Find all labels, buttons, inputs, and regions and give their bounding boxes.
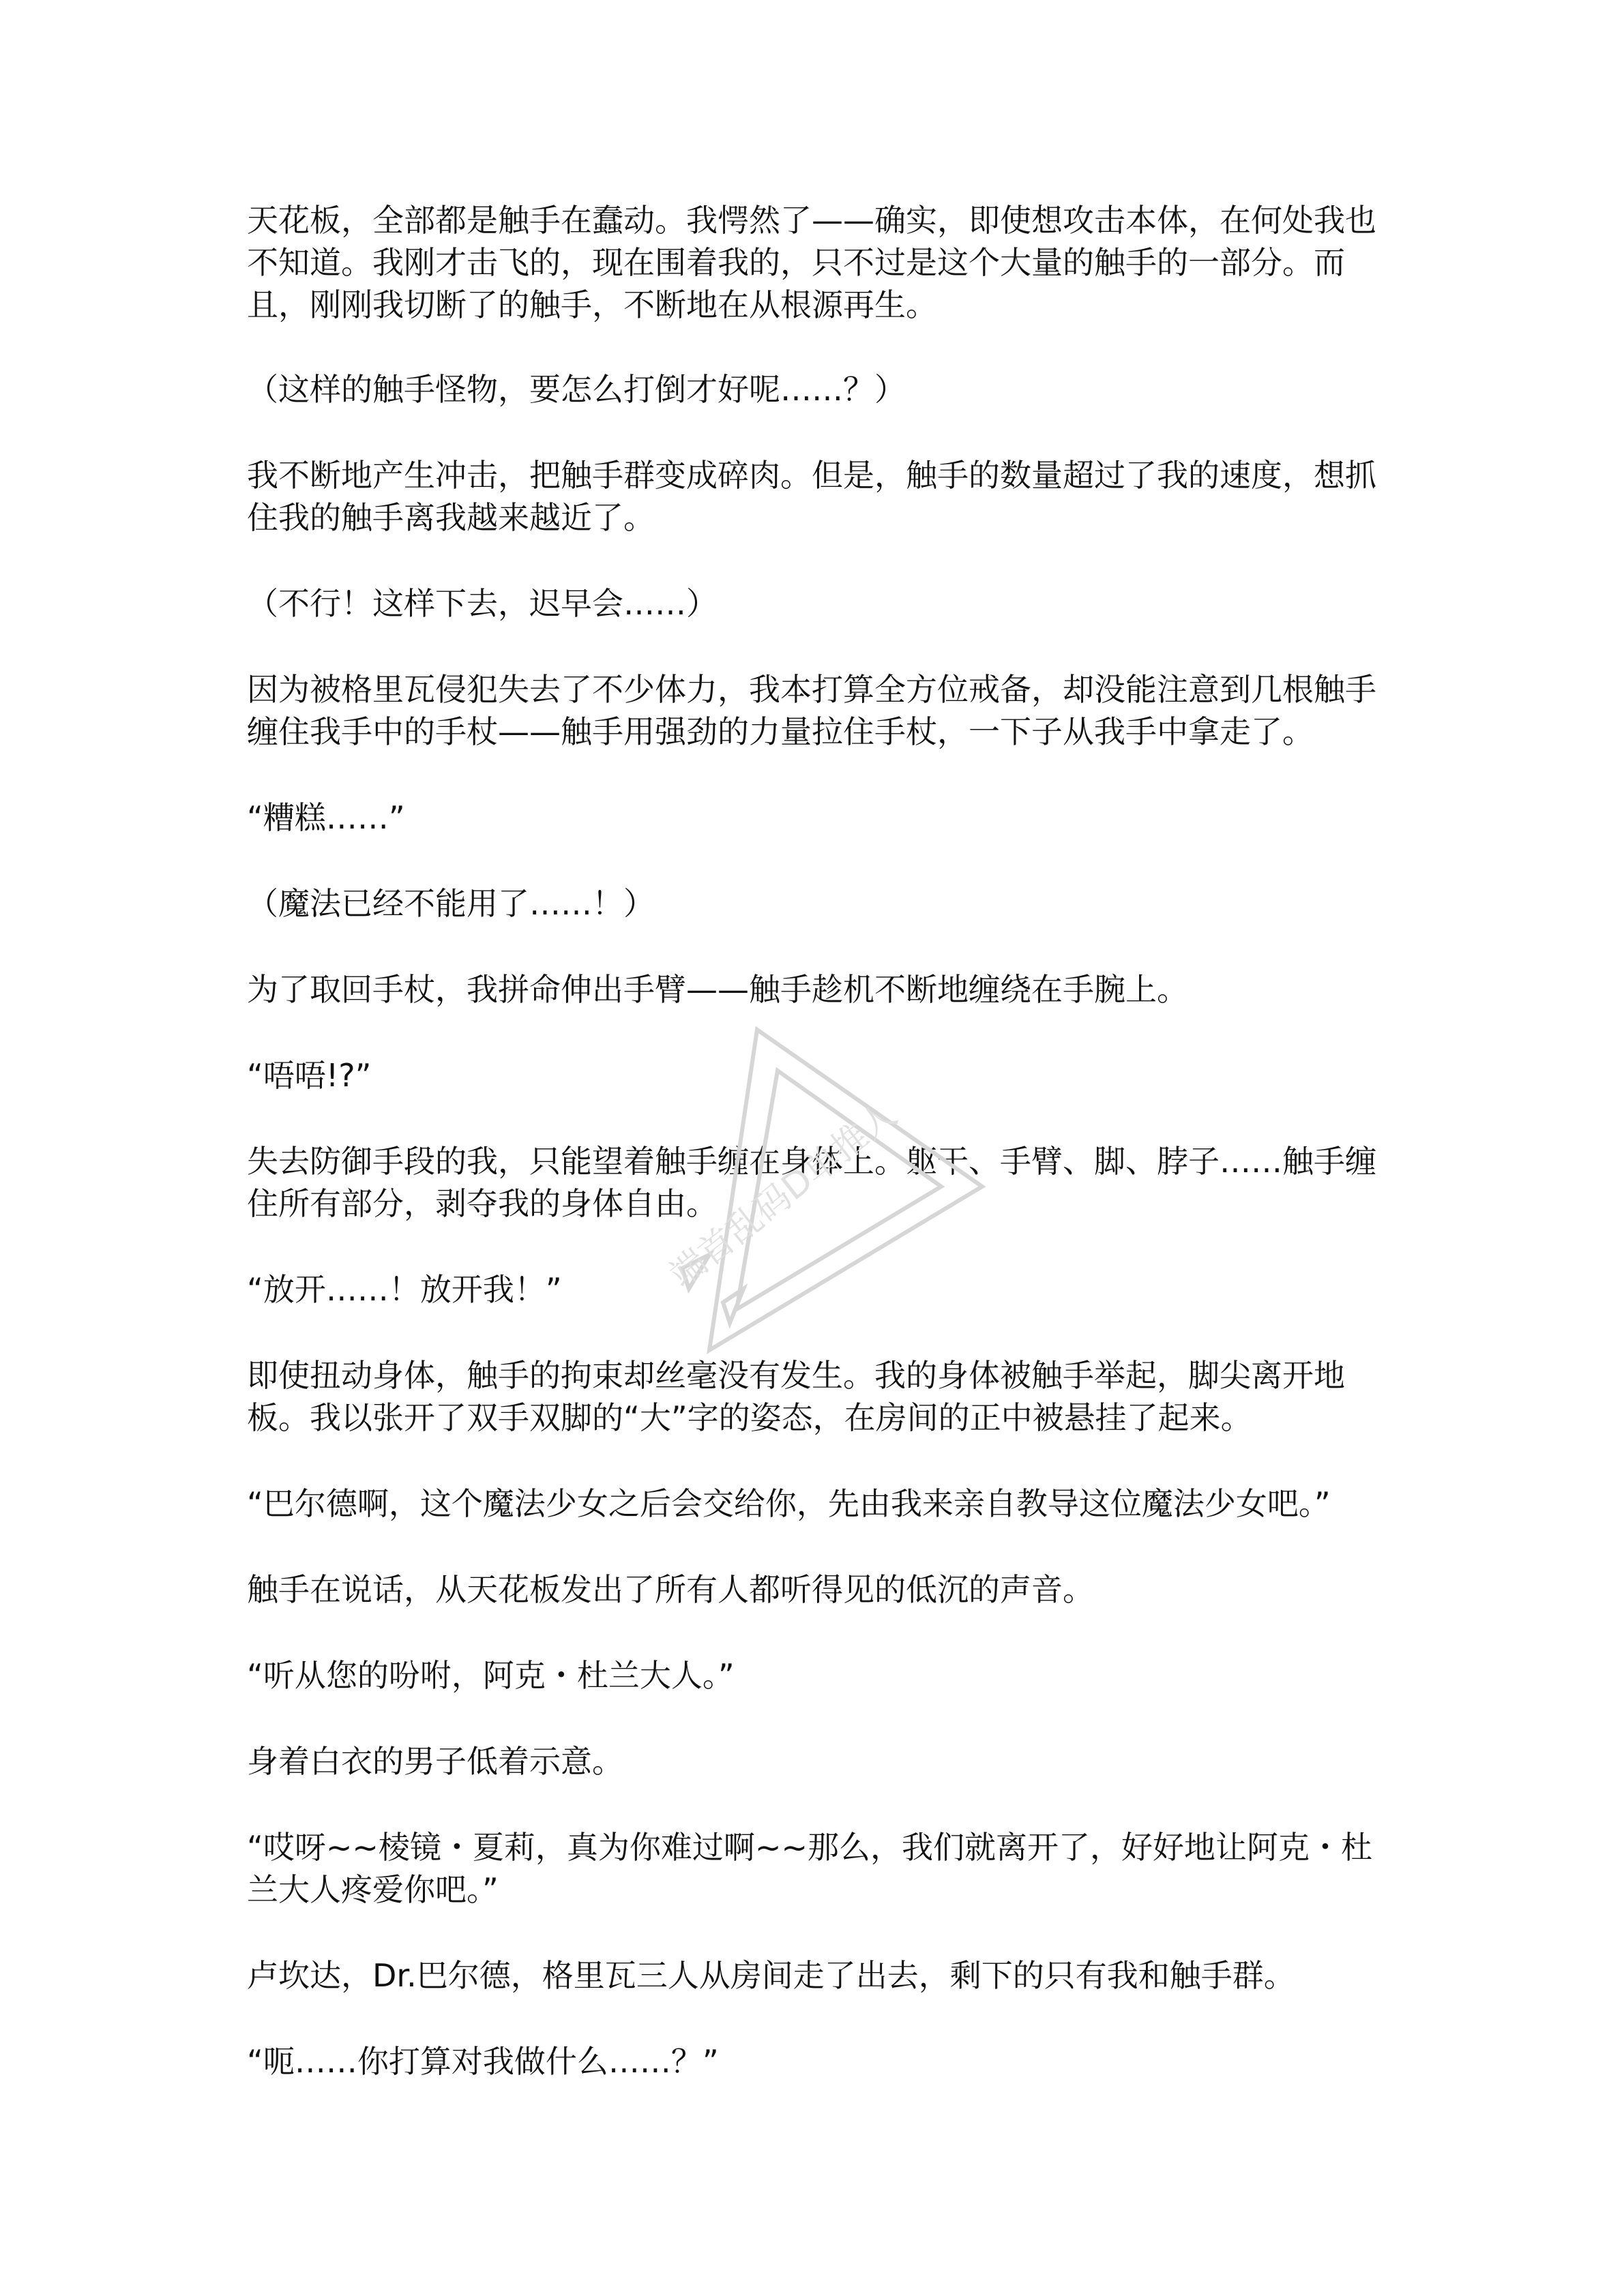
paragraph-13: “巴尔德啊，这个魔法少女之后会交给你，先由我来亲自教导这位魔法少女吧。” — [247, 1485, 1331, 1522]
paragraph-10: 失去防御手段的我，只能望着触手缠在身体上。躯干、手臂、脚、脖子……触手缠住所有部分，剥夺我的身体自由。 — [247, 1143, 1376, 1222]
paragraph-7: （魔法已经不能用了……！） — [247, 885, 655, 922]
paragraph-12: 即使扭动身体，触手的拘束却丝毫没有发生。我的身体被触手举起，脚尖离开地板。我以张开了双手双脚的“大”字的姿态，在房间的正中被悬挂了起来。 — [247, 1357, 1345, 1436]
paragraph-15: “听从您的吩咐，阿克・杜兰大人。” — [247, 1657, 735, 1694]
paragraph-16: 身着白衣的男子低着示意。 — [247, 1743, 623, 1780]
paragraph-4: （不行！这样下去，迟早会……） — [247, 585, 718, 622]
paragraph-19: “呃……你打算对我做什么……？” — [247, 2043, 719, 2080]
paragraph-18: 卢坎达，Dr.巴尔德，格里瓦三人从房间走了出去，剩下的只有我和触手群。 — [247, 1957, 1295, 1994]
paragraph-14: 触手在说话，从天花板发出了所有人都听得见的低沉的声音。 — [247, 1571, 1094, 1608]
paragraph-11: “放开……！放开我！” — [247, 1271, 562, 1308]
paragraph-17: “哎呀~~棱镜・夏莉，真为你难过啊~~那么，我们就离开了，好好地让阿克・杜兰大人疼爱你吧。” — [247, 1829, 1373, 1908]
paragraph-1: 天花板，全部都是触手在蠢动。我愕然了——确实，即使想攻击本体，在何处我也不知道。我刚才击飞的，现在围着我的，只不过是这个大量的触手的一部分。而且，刚刚我切断了的触手，不断地在从根源再生。 — [247, 202, 1376, 323]
paragraph-8: 为了取回手杖，我拼命伸出手臂——触手趁机不断地缠绕在手腕上。 — [247, 971, 1188, 1008]
paragraph-6: “糟糕……” — [247, 799, 405, 836]
paragraph-3: 我不断地产生冲击，把触手群变成碎肉。但是，触手的数量超过了我的速度，想抓住我的触手离我越来越近了。 — [247, 457, 1376, 536]
paragraph-9: “唔唔!?” — [247, 1057, 372, 1094]
watermark-text: 端首乱码D单推人 — [662, 1094, 905, 1296]
paragraph-5: 因为被格里瓦侵犯失去了不少体力，我本打算全方位戒备，却没能注意到几根触手缠住我手中的手杖——触手用强劲的力量拉住手杖，一下子从我手中拿走了。 — [247, 671, 1376, 750]
paragraph-2: （这样的触手怪物，要怎么打倒才好呢……？） — [247, 371, 906, 408]
